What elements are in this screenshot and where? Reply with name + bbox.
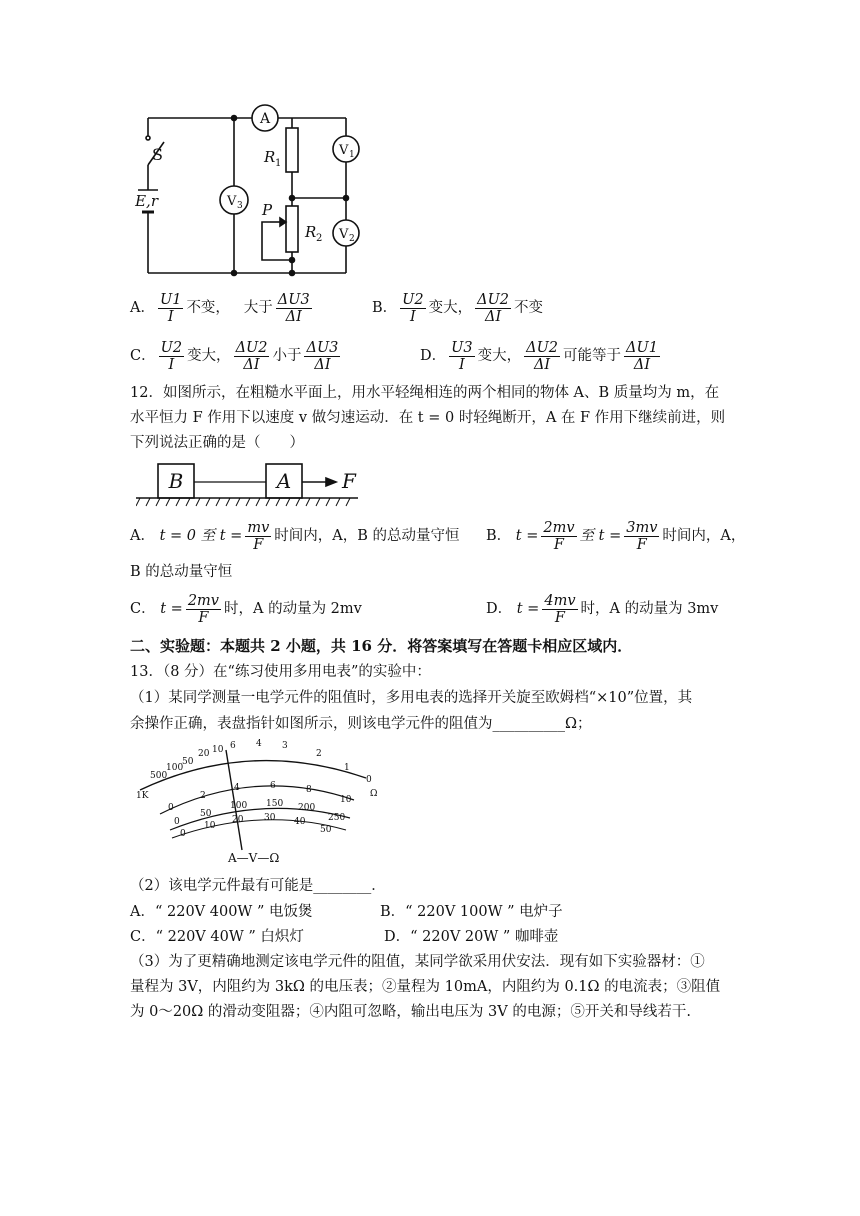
frac-den: ΔI [633,356,651,373]
ohm-tick: 100 [166,763,184,773]
ohm-tick: 1K [136,791,149,801]
frac-num: ΔU3 [277,291,310,308]
option-text: 不变， [186,300,230,316]
blocks-diagram [136,458,366,510]
inner-tick: 10 [204,821,216,831]
circuit-label-v1: V [339,143,349,158]
inner-tick: 40 [294,817,306,827]
mid-tick: 250 [328,813,346,823]
mid-tick: 0 [174,817,180,827]
frac-den: F [553,536,564,553]
inner-tick: 50 [320,825,332,835]
q13-option-d: D．“ 220V 20W ” 咖啡壶 [384,929,559,945]
ohm-tick: 2 [316,749,322,759]
fraction [245,520,271,553]
q13-part2: （2）该电学元件最有可能是________． [130,878,386,894]
frac-num: ΔU2 [477,291,510,308]
mid-tick: 150 [266,799,284,809]
fraction [304,340,340,373]
fraction [159,340,184,373]
frac-num: ΔU1 [626,339,658,356]
circuit-label-r2-sub: 2 [316,233,323,244]
q12-option-c [130,590,362,628]
option-text: t = [160,601,183,617]
option-text: t = [516,601,540,617]
frac-den: I [410,308,416,325]
option-text: 小于 [272,348,302,364]
inner-tick: 0 [180,829,186,839]
frac-num: U2 [160,339,183,356]
block-a-label: A [276,469,292,493]
frac-den: F [636,536,647,553]
ohm-tick: 50 [182,757,194,767]
ohm-tick: 20 [198,749,210,759]
frac-den: ΔI [533,356,551,373]
frac-den: F [198,609,209,626]
q11-option-c [130,338,343,374]
option-text: 可能等于 [563,348,622,364]
fraction [276,292,312,325]
fraction [524,340,560,373]
q13-option-a: A．“ 220V 400W ” 电饭煲 [130,904,313,920]
frac-den: ΔI [285,308,302,325]
frac-num: 2mv [543,519,575,536]
ohm-unit: Ω [370,789,378,799]
q12-option-b-cont: B 的总动量守恒 [130,564,233,580]
frac-num: 3mv [626,519,658,536]
q11-option-a [130,290,315,326]
frac-num: mv [247,519,270,536]
q12-line-2: 水平恒力 F 作用下以速度 v 做匀速运动．在 t = 0 时轻绳断开，A 在 F 作用下继续前进，则 [130,410,726,426]
ohm-tick: 0 [366,775,372,785]
option-text: 大于 [243,300,273,316]
q12-option-b [486,517,745,555]
ohm-tick: 4 [256,739,262,749]
q13-intro: 13．（8 分）在“练习使用多用电表”的实验中： [130,664,431,680]
frac-den: F [554,609,565,626]
frac-den: ΔI [314,356,331,373]
q13-part3-line3: 为 0～20Ω 的滑动变阻器；④内阻可忽略，输出电压为 3V 的电源；⑤开关和导线若干. [130,1004,691,1020]
option-label: A． [130,300,155,316]
circuit-label-r2: R [305,223,317,241]
option-label: B． [486,528,512,544]
frac-num: U3 [451,339,473,356]
q13-part3-line2: 量程为 3V，内阻约为 3kΩ 的电压表；②量程为 10mA，内阻约为 0.1Ω 的电流表；③阻值 [130,979,721,995]
section-heading: 二、实验题：本题共 2 小题，共 16 分．将答案填写在答题卡相应区域内． [130,637,633,655]
ohm-tick: 6 [230,741,236,751]
circuit-label-r1-sub: 1 [275,158,282,169]
circuit-label-er: E,r [135,192,158,210]
option-label: B． [372,300,398,316]
fraction [541,520,576,553]
circuit-label-v3: V [227,194,237,209]
dc-tick: 4 [234,783,240,793]
frac-den: ΔI [243,356,260,373]
option-text: t = [515,528,539,544]
q11-option-b [372,290,543,326]
frac-num: 4mv [544,592,576,609]
q13-part1-line2: 余操作正确，表盘指针如图所示，则该电学元件的阻值为__________Ω； [130,716,592,732]
circuit-label-v2-sub: 2 [349,234,355,244]
fraction [158,292,183,325]
frac-num: ΔU3 [306,339,339,356]
option-label: D． [420,348,447,364]
option-text: t = 0 至 t = [159,528,243,544]
option-text: 不变 [514,300,544,316]
fraction [400,292,425,325]
q13-part3-line1: （3）为了更精确地测定该电学元件的阻值，某同学欲采用伏安法．现有如下实验器材：① [130,954,705,970]
mid-tick: 50 [200,809,212,819]
inner-tick: 20 [232,815,244,825]
option-text: 至 t = [579,528,622,544]
frac-num: ΔU2 [526,339,559,356]
circuit-label-a: A [259,111,271,127]
mid-tick: 100 [230,801,248,811]
q13-option-b: B．“ 220V 100W ” 电炉子 [380,904,563,920]
q12-line-3: 下列说法正确的是（ ） [130,435,304,451]
frac-den: I [459,356,465,373]
multimeter-dial [130,738,390,868]
q11-option-d [420,338,663,374]
force-label: F [342,469,356,493]
option-label: A． [130,528,155,544]
option-text: 时间内，A， [662,528,746,544]
option-label: C． [130,348,156,364]
option-text: 时，A 的动量为 2mv [223,601,362,617]
q13-option-c: C．“ 220V 40W ” 白炽灯 [130,929,304,945]
frac-num: U2 [402,291,424,308]
fraction [234,340,270,373]
circuit-label-v1-sub: 1 [349,150,355,160]
dc-tick: 10 [340,795,352,805]
q12-option-d [486,590,718,628]
frac-den: I [167,308,174,325]
frac-num: U1 [159,291,182,308]
circuit-diagram [130,100,370,280]
frac-den: I [168,356,175,373]
dc-tick: 8 [306,785,312,795]
q12-option-a [130,517,460,555]
fraction [624,520,659,553]
dc-tick: 0 [168,803,174,813]
fraction [542,593,577,626]
circuit-label-p: P [262,201,273,219]
circuit-label-v2: V [339,227,349,242]
option-text: 变大， [477,348,522,364]
option-text: 时，A 的动量为 3mv [580,601,719,617]
inner-tick: 30 [264,813,276,823]
meter-label: A—V—Ω [228,851,280,865]
block-b-label: B [168,469,184,493]
frac-den: F [253,536,264,553]
circuit-label-v3-sub: 3 [237,201,243,211]
option-text: 变大， [428,300,473,316]
q12-line-1: 12．如图所示，在粗糙水平面上，用水平轻绳相连的两个相同的物体 A、B 质量均为 m，在 [130,385,720,401]
frac-num: ΔU2 [235,339,268,356]
dc-tick: 6 [270,781,276,791]
fraction [186,593,221,626]
frac-den: ΔI [484,308,502,325]
ohm-tick: 1 [344,763,350,773]
fraction [449,340,474,373]
ohm-tick: 3 [282,741,288,751]
frac-num: 2mv [187,592,219,609]
option-text: 变大， [187,348,231,364]
ohm-tick: 500 [150,771,168,781]
circuit-label-r1: R [264,148,276,166]
mid-tick: 200 [298,803,316,813]
q13-part1-line1: （1）某同学测量一电学元件的阻值时，多用电表的选择开关旋至欧姆档“×10”位置，其 [130,690,693,706]
fraction [624,340,660,373]
option-label: D． [486,601,513,617]
option-label: C． [130,601,156,617]
option-text: 时间内，A，B 的总动量守恒 [274,528,460,544]
circuit-label-s: S [152,145,163,164]
dc-tick: 2 [200,791,206,801]
ohm-tick: 10 [212,745,224,755]
fraction [475,292,511,325]
